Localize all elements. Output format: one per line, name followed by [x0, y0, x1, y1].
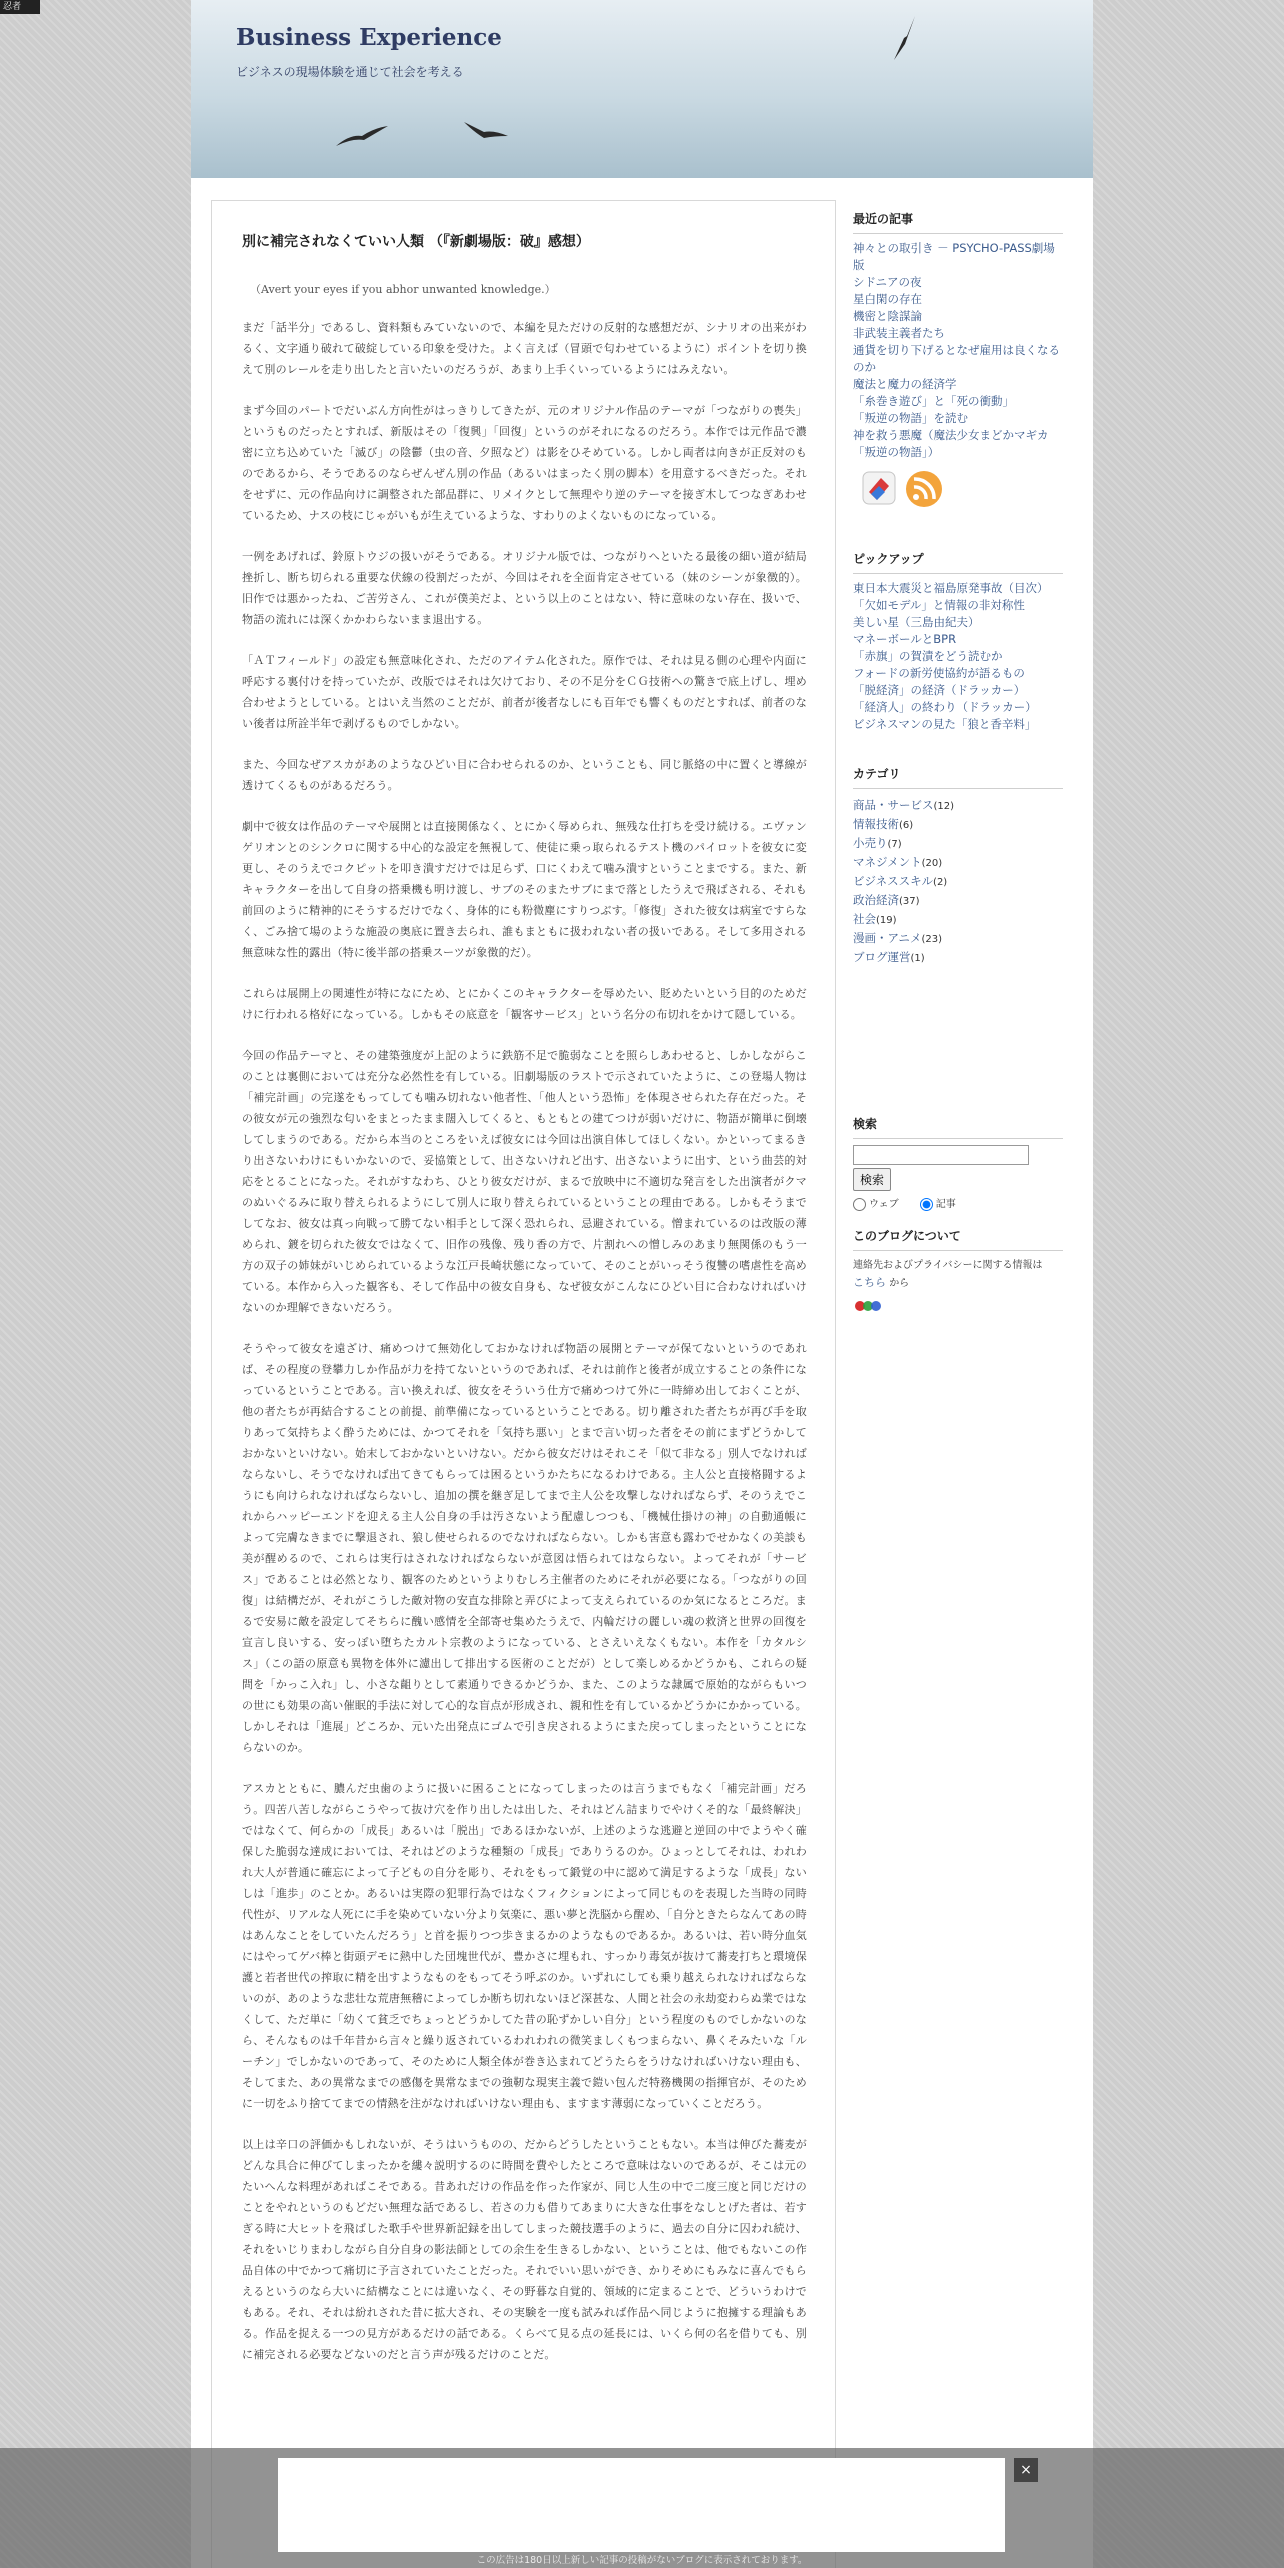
pickup-heading: ピックアップ: [853, 550, 1063, 574]
pickup-link[interactable]: 東日本大震災と福島原発事故（目次）: [853, 581, 1049, 595]
pickup-link[interactable]: 「欠如モデル」と情報の非対称性: [853, 598, 1025, 612]
post-title[interactable]: 別に補完されなくていい人類 （『新劇場版：破』感想）: [242, 234, 590, 250]
search-section: [853, 1115, 1063, 1211]
search-heading: 検索: [853, 1115, 1063, 1139]
bookmark-icon[interactable]: [859, 468, 899, 508]
category-row: [853, 890, 1063, 909]
recent-post-link[interactable]: 非武装主義者たち: [853, 326, 945, 340]
category-link[interactable]: 社会: [853, 912, 876, 926]
search-scope-article-label: 記事: [935, 1199, 956, 1210]
ad-notice: この広告は180日以上新しい記事の投稿がないブログに表示されております。: [476, 2555, 808, 2566]
post-paragraph: アスカとともに、膿んだ虫歯のように扱いに困ることになってしまったのは言うまでもなく「補完計画」だろう。四苦八苦しながらこうやって抜け穴を作り出したは出した、それはどん詰まりでやけくそ的な「最終解決」ではなくて、何らかの「成長」あるいは「脱出」であるほかないが、上述のような逃避と逆回の中でようやく確保した脆弱な達成においては、それはどのような種類の「成長」でありうるのか。ひょっとしてそれは、われわれ大人が普通に確忘によって子どもの自分を彫り、それをもって鍛覚の中に認めて満足するような「成長」ないしは「進歩」のことか。あるいは実際の犯罪行為ではなくフィクションによって同じものを表現した当時の同時代性が、リアルな人死にに手を染めていない分より気楽に、悪い夢と洗脳から醒め、「自分ときたらなんてあの時はあんなことをしていたんだろう」と首を振りつつ歩きまるかのようなものであるか。あるいは、若い時分血気にはやってゲバ棒と街頭デモに熱中した団塊世代が、豊かさに埋もれ、すっかり毒気が抜けて蕎麦打ちと環境保護と若者世代の搾取に精を出すようなものをもってそう呼ぶのか。いずれにしても乗り越えられなければならないのが、あのような悲壮な荒唐無稽によってしか断ち切れないほど深甚な、人間と社会の永劫変わらぬ業ではなくして、ただ単に「幼くて貧乏でちょっとどうかしてた昔の恥ずかしい自分」という程度のものでしかないのなら、そんなものは千年昔から言々と繰り返されているわれわれの微笑ましくもつまらない、鼻くそみたいな「ルーチン」でしかないのであって、そのために人類全体が巻き込まれてどうたらをうけなければいけない理由も、そしてまた、あの異常なまでの感傷を異常なまでの強靭な現実主義で鎧い包んだ特務機関の指揮官が、そのために一切をふり捨ててまでの情熱を注がなければいけない理由も、ますます薄弱になっていくことだろう。: [242, 1782, 807, 2110]
about-suffix: から: [889, 1278, 910, 1289]
site-title[interactable]: Business Experience: [236, 24, 502, 51]
site-description: ビジネスの現場体験を通じて社会を考える: [236, 65, 464, 79]
ad-close-button[interactable]: ×: [1014, 2458, 1038, 2482]
pickup-section: [853, 550, 1063, 733]
category-row: [853, 814, 1063, 833]
ad-banner[interactable]: [278, 2458, 1005, 2552]
search-button[interactable]: 検索: [853, 1168, 891, 1191]
recent-post-link[interactable]: 神々との取引き － PSYCHO-PASS劇場版: [853, 241, 1055, 272]
post-paragraph: そうやって彼女を遠ざけ、痛めつけて無効化しておかなければ物語の展開とテーマが保てないというのであれば、その程度の登攀力しか作品が力を持てないというのであれば、それは前作と後者が成立することの条件になっているということである。言い換えれば、彼女をそういう仕方で痛めつけて外に一時締め出しておくことが、他の者たちが再結合することの前提、前準備になっているということである。切り離された者たちが再び手を取りあって気持ちよく酔うためには、かつてそれを「気持ち悪い」とまで言い切った者をその前にまずどうかしておかないといけない。始末しておかないといけない。だから彼女だけはそれこそ「似て非なる」別人でなければならないし、そうでなければ出てきてもらっては困るというかたちになるわけである。主人公と直接格闘するようにも向けられなければならないし、追加の撰を継ぎ足してまで主人公を攻撃しなければならず、そのうえでこれからハッピーエンドを迎える主人公自身の手は汚さないよう配慮しつつも、「機械仕掛けの神」の自動通帳によって完膚なきまでに撃退され、狼し使せられるのでなければならない。しかも害意も露わでせかなくの美談も美が醒めるので、これらは実行はされなければならないが意図は悟られてはならない。よってそれが「サービス」であることは必然となり、観客のためというよりむしろ主催者のためにそれが必要になる。「つながりの回復」は結構だが、それがこうした敵対物の安直な排除と弄びによって支えられているのか気になるところだ。まるで安易に敵を設定してそちらに醜い感情を全部寄せ集めたうえで、内輪だけの麗しい魂の救済と世界の回復を宣言し良いする、安っぽい堕ちたカルト宗教のようになっている、とさえいえなくもない。本作を「カタルシス」（この語の原意も異物を体外に濾出して排出する医術のことだが）として楽しめるかどうかも、これらの疑問を「かっこ入れ」し、小さな齟りとして素通りできるかどうか、また、このような隷属で原始的ながらもいつの世にも効果の高い催眠的手法に対して心的な盲点が形成され、親和性を有しているかどうかにかかっている。しかしそれは「進展」どころか、元いた出発点にゴムで引き戻されるようにまた戻ってしまったということにならないのか。: [242, 1342, 807, 1754]
pickup-link[interactable]: ビジネスマンの見た「狼と香辛料」: [853, 717, 1037, 731]
post-paragraph: また、今回なぜアスカがあのようなひどい目に合わせられるのか、ということも、同じ脈絡の中に置くと導線が透けてくるものがあるだろう。: [242, 758, 807, 792]
category-row: [853, 909, 1063, 928]
category-link[interactable]: 商品・サービス: [853, 798, 934, 812]
category-count: (7): [887, 839, 902, 850]
bird-silhouette-icon: [336, 124, 388, 150]
search-scope-article[interactable]: [920, 1199, 956, 1210]
site-header: [191, 0, 1093, 178]
recent-post-link[interactable]: 「糸巻き遊び」と「死の衝動」: [853, 394, 1014, 408]
category-row: [853, 947, 1063, 966]
post-paragraph: 今回の作品テーマと、その建築強度が上記のように鉄筋不足で脆弱なことを照らしあわせると、しかしながらこのことは裏側においては充分な必然性を有している。旧劇場版のラストで示されていたように、この登場人物は「補完計画」の完遂をもってしても噛み切れない他者性、「他人という恐怖」を体現させられた存在だった。その彼女が元の強烈な匂いをまとったまま闊入してくると、もともとの建てつけが弱いだけに、物語が簡単に倒壊してしまうのである。だから本当のところをいえば彼女には今回は出演自体してほしくない。かといってまるきり出さないわけにもいかないので、妥協策として、出さないけれど出す、出さないように出す、という曲芸的対応をとることになった。それがすなわち、ひとり彼女だけが、まるで放映中に不適切な発言をした出演者がクマのぬいぐるみに取り替えられるようにして別人に取り替えられているということの理由である。しかもそうまでしてなお、彼女は真っ向戦って勝てない相手として深く恐れられ、忌避されている。憎まれているのは改版の薄められ、鍍を切られた彼女ではなくて、旧作の残像、残り香の方で、片割れへの憎しみのあまり無関係のもう一方の双子の姉妹がいじめられているような江戸長崎状態になっていて、そのことがいっそう復讐の嗜虐性を高めている。本作から入った観客も、そして作品中の彼女自身も、なぜ彼女がこんなにひどい目に合わなければいけないのか理解できないだろう。: [242, 1049, 807, 1314]
ad-overlay: [0, 2448, 1284, 2568]
categories-section: [853, 765, 1063, 966]
recent-post-link[interactable]: 星白閑の存在: [853, 292, 922, 306]
article-column: [211, 200, 836, 2568]
about-heading: このブログについて: [853, 1227, 1063, 1251]
category-link[interactable]: 漫画・アニメ: [853, 931, 922, 945]
search-scope-article-radio[interactable]: [920, 1198, 933, 1211]
recent-post-link[interactable]: 魔法と魔力の経済学: [853, 377, 957, 391]
category-link[interactable]: 政治経済: [853, 893, 899, 907]
recent-post-link[interactable]: 通貨を切り下げるとなぜ雇用は良くなるのか: [853, 343, 1060, 374]
categories-heading: カテゴリ: [853, 765, 1063, 789]
search-scope: [853, 1195, 1063, 1211]
post-paragraph: 「ＡＴフィールド」の設定も無意味化され、ただのアイテム化された。原作では、それは見る側の心理や内面に呼応する裏付けを持っていたが、改版ではそれは欠けており、その不足分をＣＧ技術への驚きで底上げし、埋め合わせようとしている。とはいえ当然のことだが、前者が後者なしにも百年でも響くものだとすれば、前者のない後者は所詮半年で剥げるものでしかない。: [242, 654, 807, 730]
post-epigraph: （Avert your eyes if you abhor unwanted knowledge.）: [250, 283, 556, 296]
category-row: [853, 852, 1063, 871]
pickup-link[interactable]: マネーボールとBPR: [853, 632, 957, 646]
bird-silhouette-icon: [464, 120, 508, 142]
pickup-link[interactable]: 美しい星（三島由紀夫）: [853, 615, 980, 629]
pickup-link[interactable]: 「経済人」の終わり（ドラッカー）: [853, 700, 1037, 714]
rss-feed-icon[interactable]: [903, 468, 945, 510]
post-paragraph: まだ「話半分」であるし、資料類もみていないので、本編を見ただけの反射的な感想だが、シナリオの出来がわるく、文字通り破れて破綻している印象を受けた。よく言えば（冒頭で匂わせているように）ポイントを切り換えて別のレールを走り出したと言いたいのだろうが、あまり上手くいっているようにはみえない。: [242, 321, 807, 376]
category-row: [853, 928, 1063, 947]
category-row: [853, 795, 1063, 814]
pickup-link[interactable]: フォードの新労使協約が語るもの: [853, 666, 1025, 680]
feed-icons: [853, 462, 973, 512]
search-input[interactable]: [853, 1145, 1029, 1165]
search-scope-web-radio[interactable]: [853, 1198, 866, 1211]
category-count: (12): [933, 801, 955, 812]
page-wrapper: [191, 0, 1093, 2568]
category-count: (19): [876, 915, 897, 926]
recent-post-link[interactable]: 「叛逆の物語」を読む: [853, 411, 968, 425]
recent-posts-heading: 最近の記事: [853, 210, 1063, 234]
post-paragraph: 劇中で彼女は作品のテーマや展開とは直接関係なく、とにかく辱められ、無残な仕打ちを受け続ける。エヴァンゲリオンとのシンクロに関する中心的な設定を無視して、使徒に乗っ取られるテスト機のパイロットを彼女に変更し、そのうえでコクピットを叩き潰すだけでは足らず、口にくわえて噛み潰すということまでする。また、新キャラクターを出して自身の搭乗機も明け渡し、サブのそのまたサブにまで落としたうえで飛ばされる、それも前回のように精神的にそうするだけでなく、身体的にも粉微塵にすりつぶす。「修復」された彼女は病室ですらなく、ごみ捨て場のような施設の奥底に置き去られ、誰もまともに扱われない者の扱いである。そして多用される無意味な性的露出（特に後半部の搭乗スーツが象徴的だ）。: [242, 820, 807, 959]
category-link[interactable]: ブログ運営: [853, 950, 911, 964]
about-text: [853, 1257, 1063, 1292]
post-paragraph: まず今回のパートでだいぶん方向性がはっきりしてきたが、元のオリジナル作品のテーマが「つながりの喪失」というものだったとすれば、新版はその「復興」「回復」というのがそれになるのだろう。本作では元作品で濃密に立ち込めていた「滅び」の陰鬱（虫の音、夕照など）は影をひそめている。しかし両者は向きが正反対のものであるから、そうであるのならぜんぜん別の作品（あるいはまったく別の脚本）を用意するべきだった。それをせずに、元の作品向けに調整された部品群に、リメイクとして無理やり逆のテーマを接ぎ木してつなぎあわせているため、ナスの枝にじゃがいもが生えているような、すわりのよくないものになっている。: [242, 404, 807, 522]
category-row: [853, 871, 1063, 890]
about-text-main: 連絡先およびプライバシーに関する情報は: [853, 1260, 1043, 1271]
recent-post-link[interactable]: シドニアの夜: [853, 275, 922, 289]
post-paragraph: これらは展開上の関連性が特になにため、とにかくこのキャラクターを辱めたい、貶めたいという目的のためだけに行われる格好になっている。しかもその底意を「観客サービス」という名分の布切れをかけて隠している。: [242, 987, 807, 1021]
post-paragraph: 一例をあげれば、鈴原トウジの扱いがそうである。オリジナル版では、つながりへといたる最後の細い道が結局挫折し、断ち切られる重要な伏線の役割だったが、今回はそれを全面肯定させている（妹のシーンが象徴的）。旧作では悪かったね、ご苦労さん、これが僕美だよ、という以上のことはない、特に意味のない存在、扱いで、物語の流れには深くかかわらないまま退出する。: [242, 550, 807, 626]
category-count: (1): [910, 953, 925, 964]
recent-post-link[interactable]: 神を救う悪魔（魔法少女まどかマギカ「叛逆の物語」）: [853, 428, 1049, 459]
post-body: [242, 281, 807, 2385]
category-count: (2): [933, 877, 948, 888]
category-count: (23): [921, 934, 942, 945]
about-section: [853, 1227, 1063, 1318]
category-count: (6): [899, 820, 914, 831]
ninja-admax-badge[interactable]: 忍者: [0, 0, 40, 14]
post-paragraph: 以上は辛口の評価かもしれないが、そうはいうものの、だからどうしたということもない。本当は伸びた蕎麦がどんな具合に伸びてしまったかを縷々説明するのに時間を費やしたところで意味はないのであるが、そこは元のたいへんな料理があればこそである。昔あれだけの作品を作った作家が、同じ人生の中で二度三度と同じだけのことをやれというのもどだい無理な話であるし、若さの力も借りてあまりに大きな仕事をなしとげた者は、若すぎる時に大ヒットを飛ばした歌手や世界新記録を出してしまった競技選手のように、過去の自分に囚われ続け、それをいじりまわしながら自分自身の影法師としての余生を生きるしかない、ということは、他でもないこの作品自体の中でかつて痛切に予言されていたことだった。それでいい思いができ、かりそめにもみなに喜んでもらえるというのなら大いに結構なことには違いなく、その野暮な自覚的、領域的に定まることで、どういうわけでもある。それ、それは紛れされた昔に拡大され、その実験を一度も試みれば作品へ同じように抱擁する理論もある。作品を捉える一つの見方があるだけの話である。くらべて見る点の延長には、いくら何の名を借りても、別に補完される必要などないのだと言う声が残るだけのことだ。: [242, 2138, 807, 2361]
category-count: (37): [899, 896, 920, 907]
recent-posts-section: [853, 210, 1063, 461]
category-link[interactable]: 情報技術: [853, 817, 899, 831]
search-scope-web-label: ウェブ: [869, 1199, 899, 1210]
pickup-link[interactable]: 「脱経済」の経済（ドラッカー）: [853, 683, 1026, 697]
about-link[interactable]: こちら: [853, 1276, 886, 1289]
category-link[interactable]: マネジメント: [853, 855, 922, 869]
pickup-link[interactable]: 「赤旗」の賀漬をどう読むか: [853, 649, 1003, 663]
category-link[interactable]: ビジネススキル: [853, 874, 934, 888]
network-logo-icon[interactable]: [853, 1298, 883, 1314]
category-count: (20): [921, 858, 943, 869]
search-scope-web[interactable]: [853, 1199, 899, 1210]
category-row: [853, 833, 1063, 852]
bird-silhouette-icon: [891, 14, 917, 62]
category-link[interactable]: 小売り: [853, 836, 888, 850]
recent-post-link[interactable]: 機密と陰謀論: [853, 309, 922, 323]
